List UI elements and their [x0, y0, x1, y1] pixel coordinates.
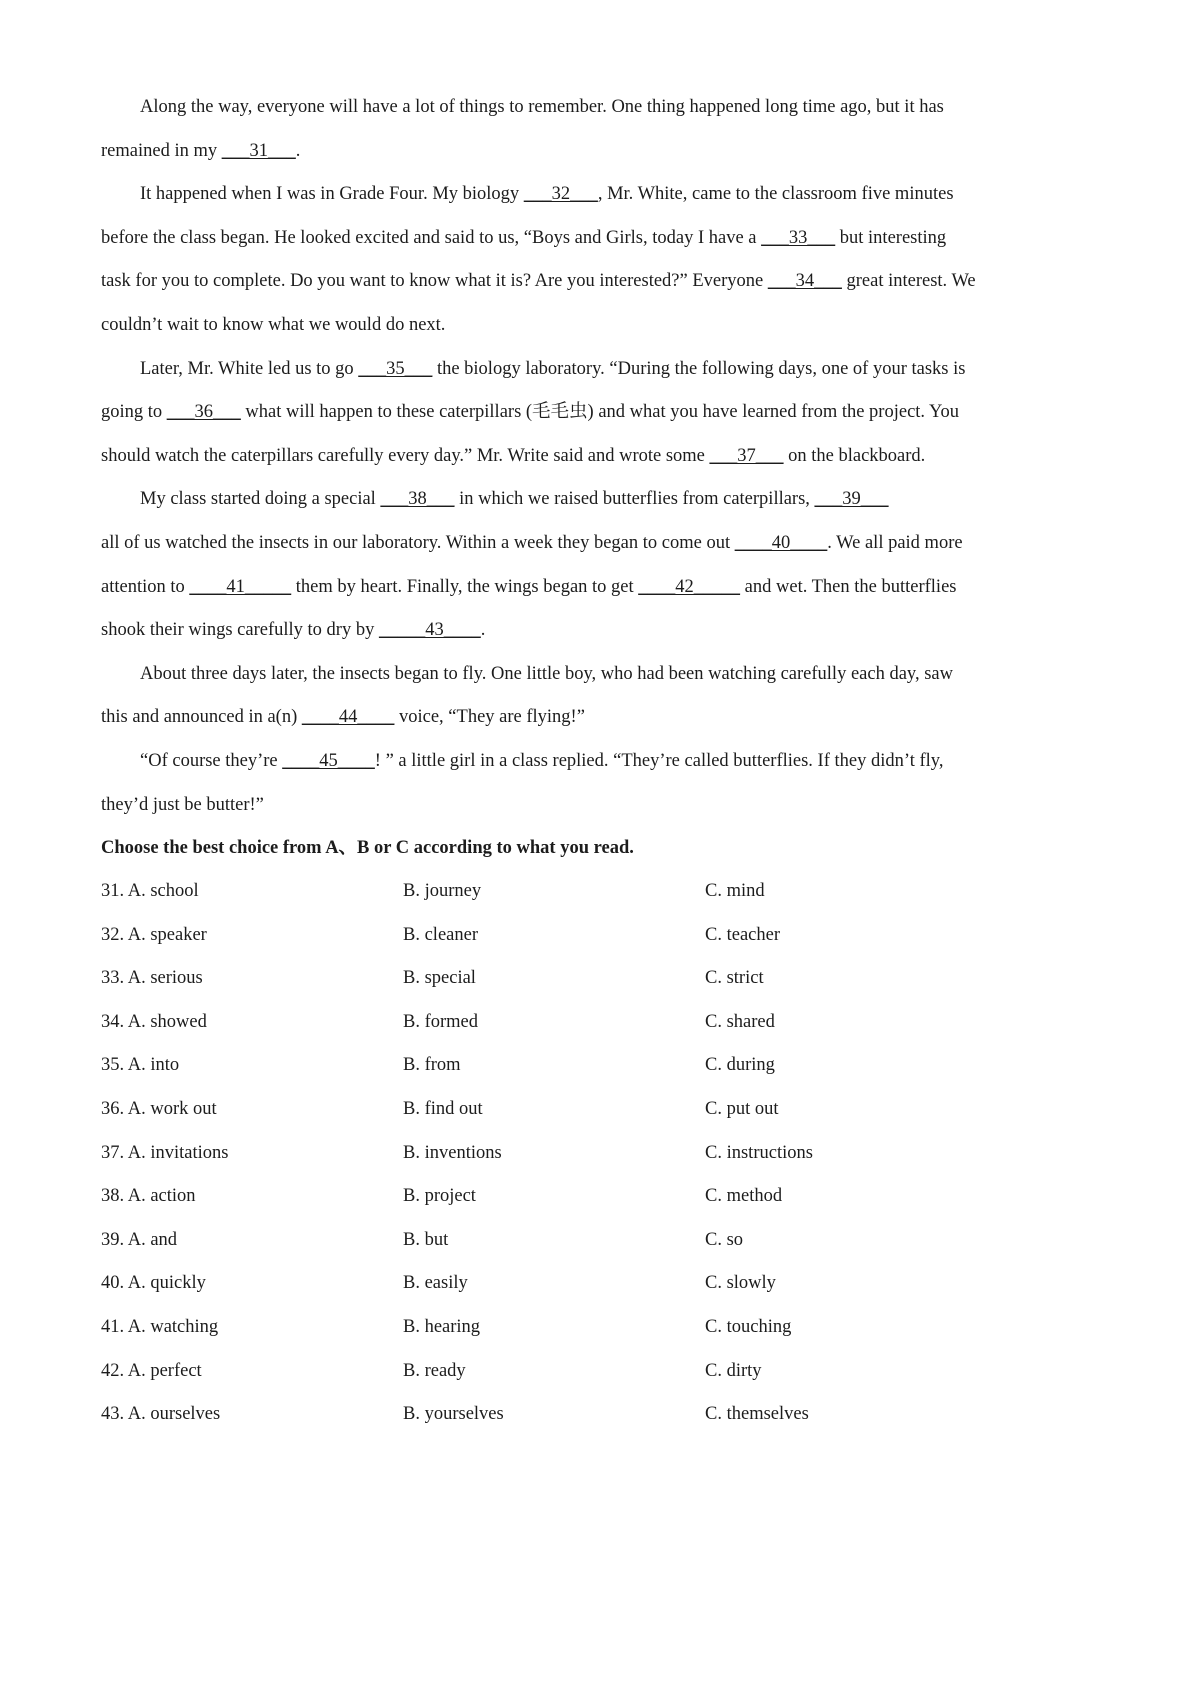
passage-line: [101, 140, 300, 162]
passage-line: [101, 270, 976, 292]
passage-line: [140, 663, 953, 685]
passage-text: Later, Mr. White led us to go: [140, 359, 359, 379]
question-row: [0, 1272, 1099, 1294]
question-row: [0, 1229, 1099, 1251]
passage-text: remained in my: [101, 141, 222, 161]
answer-blank: ____40____: [734, 533, 828, 553]
answer-blank: ___33___: [761, 228, 836, 248]
passage-text: My class started doing a special: [140, 489, 381, 509]
passage-text: on the blackboard.: [783, 446, 926, 466]
option-a: 42. A. perfect: [101, 1361, 202, 1381]
passage-text: About three days later, the insects began to fly. One little boy, who had been watching carefully each day, saw: [140, 664, 953, 684]
passage-text: but interesting: [835, 228, 947, 248]
option-a: 43. A. ourselves: [101, 1404, 221, 1424]
section-instruction: Choose the best choice from A、B or C according to what you read.: [101, 838, 634, 858]
passage-text: shook their wings carefully to dry by: [101, 620, 379, 640]
passage-line: [101, 314, 445, 336]
passage-line: [101, 794, 264, 816]
option-a: 37. A. invitations: [101, 1143, 229, 1163]
passage-line: [140, 750, 943, 772]
passage-line: [101, 532, 963, 554]
question-row: [0, 1316, 1099, 1338]
option-a: 41. A. watching: [101, 1317, 219, 1337]
passage-text: this and announced in a(n): [101, 707, 302, 727]
option-a: 32. A. speaker: [101, 925, 207, 945]
answer-blank: ___36___: [166, 402, 241, 422]
option-c: C. mind: [705, 881, 765, 901]
question-row: [0, 1185, 1099, 1207]
answer-blank: _____43____: [378, 620, 481, 640]
passage-text: should watch the caterpillars carefully every day.” Mr. Write said and wrote some: [101, 446, 710, 466]
option-c: C. shared: [705, 1012, 775, 1032]
question-row: [0, 1098, 1099, 1120]
passage-line: [101, 619, 485, 641]
passage-line: [140, 358, 965, 380]
answer-blank: ___35___: [358, 359, 433, 379]
question-row: [0, 1403, 1099, 1425]
passage-line: [101, 445, 925, 467]
passage-text: and wet. Then the butterflies: [740, 577, 957, 597]
passage-text: attention to: [101, 577, 190, 597]
passage-text: ! ” a little girl in a class replied. “They’re called butterflies. If they didn’t fly,: [374, 751, 944, 771]
option-b: B. hearing: [403, 1317, 481, 1337]
option-c: C. touching: [705, 1317, 792, 1337]
passage-text: what will happen to these caterpillars (毛毛虫) and what you have learned from the project. You: [240, 402, 959, 422]
answer-blank: ____41_____: [189, 577, 292, 597]
passage-text: in which we raised butterflies from caterpillars,: [454, 489, 815, 509]
question-row: [0, 967, 1099, 989]
passage-text: , Mr. White, came to the classroom five minutes: [597, 184, 954, 204]
option-a: 34. A. showed: [101, 1012, 207, 1032]
question-row: [0, 1360, 1099, 1382]
option-b: B. find out: [403, 1099, 483, 1119]
passage-line: [140, 488, 889, 510]
passage-text: before the class began. He looked excited and said to us, “Boys and Girls, today I have a: [101, 228, 762, 248]
passage-line: [101, 576, 957, 598]
passage-text: “Of course they’re: [140, 751, 283, 771]
option-b: B. but: [403, 1230, 449, 1250]
answer-blank: ___38___: [380, 489, 455, 509]
passage-text: they’d just be butter!”: [101, 795, 264, 815]
option-b: B. formed: [403, 1012, 479, 1032]
answer-blank: ___37___: [709, 446, 784, 466]
answer-blank: ___34___: [767, 271, 842, 291]
answer-blank: ___32___: [523, 184, 598, 204]
passage-text: .: [480, 620, 486, 640]
passage-line: [101, 401, 959, 423]
option-c: C. method: [705, 1186, 783, 1206]
passage-text: going to: [101, 402, 167, 422]
option-b: B. ready: [403, 1361, 466, 1381]
question-row: [0, 880, 1099, 902]
option-b: B. from: [403, 1055, 461, 1075]
passage-line: [101, 706, 585, 728]
option-a: 40. A. quickly: [101, 1273, 206, 1293]
passage-text: all of us watched the insects in our laboratory. Within a week they began to come out: [101, 533, 735, 553]
question-row: [0, 1054, 1099, 1076]
question-row: [0, 924, 1099, 946]
option-a: 31. A. school: [101, 881, 199, 901]
option-b: B. cleaner: [403, 925, 478, 945]
option-c: C. put out: [705, 1099, 779, 1119]
answer-blank: ____45____: [282, 751, 375, 771]
option-c: C. strict: [705, 968, 764, 988]
option-b: B. project: [403, 1186, 476, 1206]
option-b: B. inventions: [403, 1143, 502, 1163]
passage-text: them by heart. Finally, the wings began to get: [291, 577, 639, 597]
option-c: C. dirty: [705, 1361, 762, 1381]
option-b: B. easily: [403, 1273, 468, 1293]
passage-text: task for you to complete. Do you want to know what it is? Are you interested?” Everyone: [101, 271, 768, 291]
passage-text: great interest. We: [841, 271, 976, 291]
passage-text: It happened when I was in Grade Four. My biology: [140, 184, 524, 204]
passage-text: voice, “They are flying!”: [394, 707, 585, 727]
question-row: [0, 1011, 1099, 1033]
answer-blank: ____44____: [301, 707, 395, 727]
answer-blank: ___39___: [814, 489, 889, 509]
option-c: C. during: [705, 1055, 775, 1075]
passage-text: the biology laboratory. “During the following days, one of your tasks is: [432, 359, 966, 379]
passage-line: [140, 183, 954, 205]
passage-text: couldn’t wait to know what we would do next.: [101, 315, 446, 335]
passage-line: [101, 227, 946, 249]
passage-line: [140, 96, 944, 118]
option-a: 39. A. and: [101, 1230, 178, 1250]
option-a: 36. A. work out: [101, 1099, 217, 1119]
passage-text: Along the way, everyone will have a lot of things to remember. One thing happened long time ago, but it has: [140, 97, 944, 117]
passage-text: .: [295, 141, 301, 161]
option-a: 38. A. action: [101, 1186, 196, 1206]
option-b: B. yourselves: [403, 1404, 504, 1424]
option-c: C. so: [705, 1230, 744, 1250]
answer-blank: ___31___: [221, 141, 296, 161]
option-c: C. teacher: [705, 925, 780, 945]
option-c: C. themselves: [705, 1404, 809, 1424]
passage-text: . We all paid more: [827, 533, 963, 553]
option-c: C. slowly: [705, 1273, 776, 1293]
option-c: C. instructions: [705, 1143, 813, 1163]
option-b: B. journey: [403, 881, 482, 901]
question-row: [0, 1142, 1099, 1164]
option-a: 33. A. serious: [101, 968, 203, 988]
option-a: 35. A. into: [101, 1055, 180, 1075]
answer-blank: ____42_____: [638, 577, 741, 597]
option-b: B. special: [403, 968, 476, 988]
